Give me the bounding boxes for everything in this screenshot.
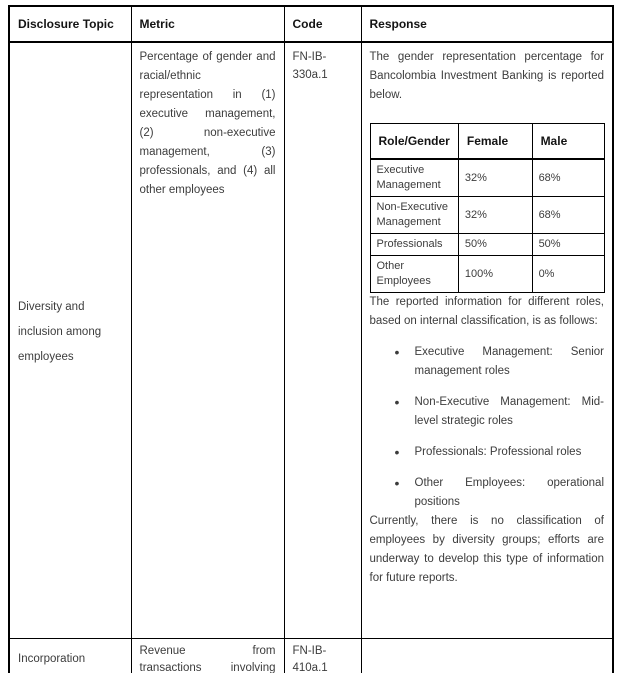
gender-table-header-row — [370, 124, 604, 160]
classification-intro-paragraph: The reported information for different roles, based on internal classification, is as follows: — [369, 296, 604, 327]
code-cell: FN-IB-330a.1 — [284, 42, 361, 638]
response-cell — [361, 638, 613, 673]
list-item-professionals: • Professionals: Professional roles — [370, 443, 605, 462]
role-cell: Other Employees — [370, 256, 458, 293]
table-row-incorporation — [9, 638, 613, 673]
column-header-metric: Metric — [131, 6, 284, 42]
column-header-code: Code — [284, 6, 361, 42]
disclosure-table-header-row — [9, 6, 613, 42]
male-value-cell: 50% — [532, 234, 604, 256]
list-item-non-executive-management: • Non-Executive Management: Mid-level strategic roles — [370, 393, 605, 431]
role-cell: Executive Management — [370, 159, 458, 197]
column-header-disclosure-topic: Disclosure Topic — [9, 6, 131, 42]
female-value-cell: 32% — [458, 159, 532, 197]
response-cell — [361, 42, 613, 638]
table-row-executive-management — [370, 159, 604, 197]
table-row-other-employees — [370, 256, 604, 293]
gender-representation-table — [370, 123, 605, 293]
role-cell: Professionals — [370, 234, 458, 256]
gender-header-male: Male — [532, 124, 604, 160]
role-classification-list — [370, 343, 605, 512]
male-value-cell: 68% — [532, 159, 604, 197]
metric-cell: Revenue from transactions involving — [131, 638, 284, 673]
topic-cell: Incorporation — [9, 638, 131, 673]
list-item-executive-management: • Executive Management: Senior management roles — [370, 343, 605, 381]
role-cell: Non-Executive Management — [370, 197, 458, 234]
male-value-cell: 68% — [532, 197, 604, 234]
disclosure-table — [8, 5, 614, 673]
female-value-cell: 50% — [458, 234, 532, 256]
metric-cell: Percentage of gender and racial/ethnic representation in (1) executive management, (2) non-executive management, (3) professionals, and (4) all other employees — [131, 42, 284, 638]
gender-header-female: Female — [458, 124, 532, 160]
response-intro-paragraph: The gender representation percentage for Bancolombia Investment Banking is reported below. — [369, 51, 604, 101]
code-cell: FN-IB-410a.1 — [284, 638, 361, 673]
gender-header-role: Role/Gender — [370, 124, 458, 160]
male-value-cell: 0% — [532, 256, 604, 293]
list-item-other-employees: • Other Employees: operational positions — [370, 474, 605, 512]
female-value-cell: 32% — [458, 197, 532, 234]
table-row-diversity — [9, 42, 613, 638]
response-closing-paragraph: Currently, there is no classification of employees by diversity groups; efforts are underway to develop this type of information for future reports. — [369, 515, 604, 584]
table-row-professionals — [370, 234, 604, 256]
topic-cell: Diversity and inclusion among employees — [9, 42, 131, 638]
column-header-response: Response — [361, 6, 613, 42]
female-value-cell: 100% — [458, 256, 532, 293]
table-row-non-executive-management — [370, 197, 604, 234]
